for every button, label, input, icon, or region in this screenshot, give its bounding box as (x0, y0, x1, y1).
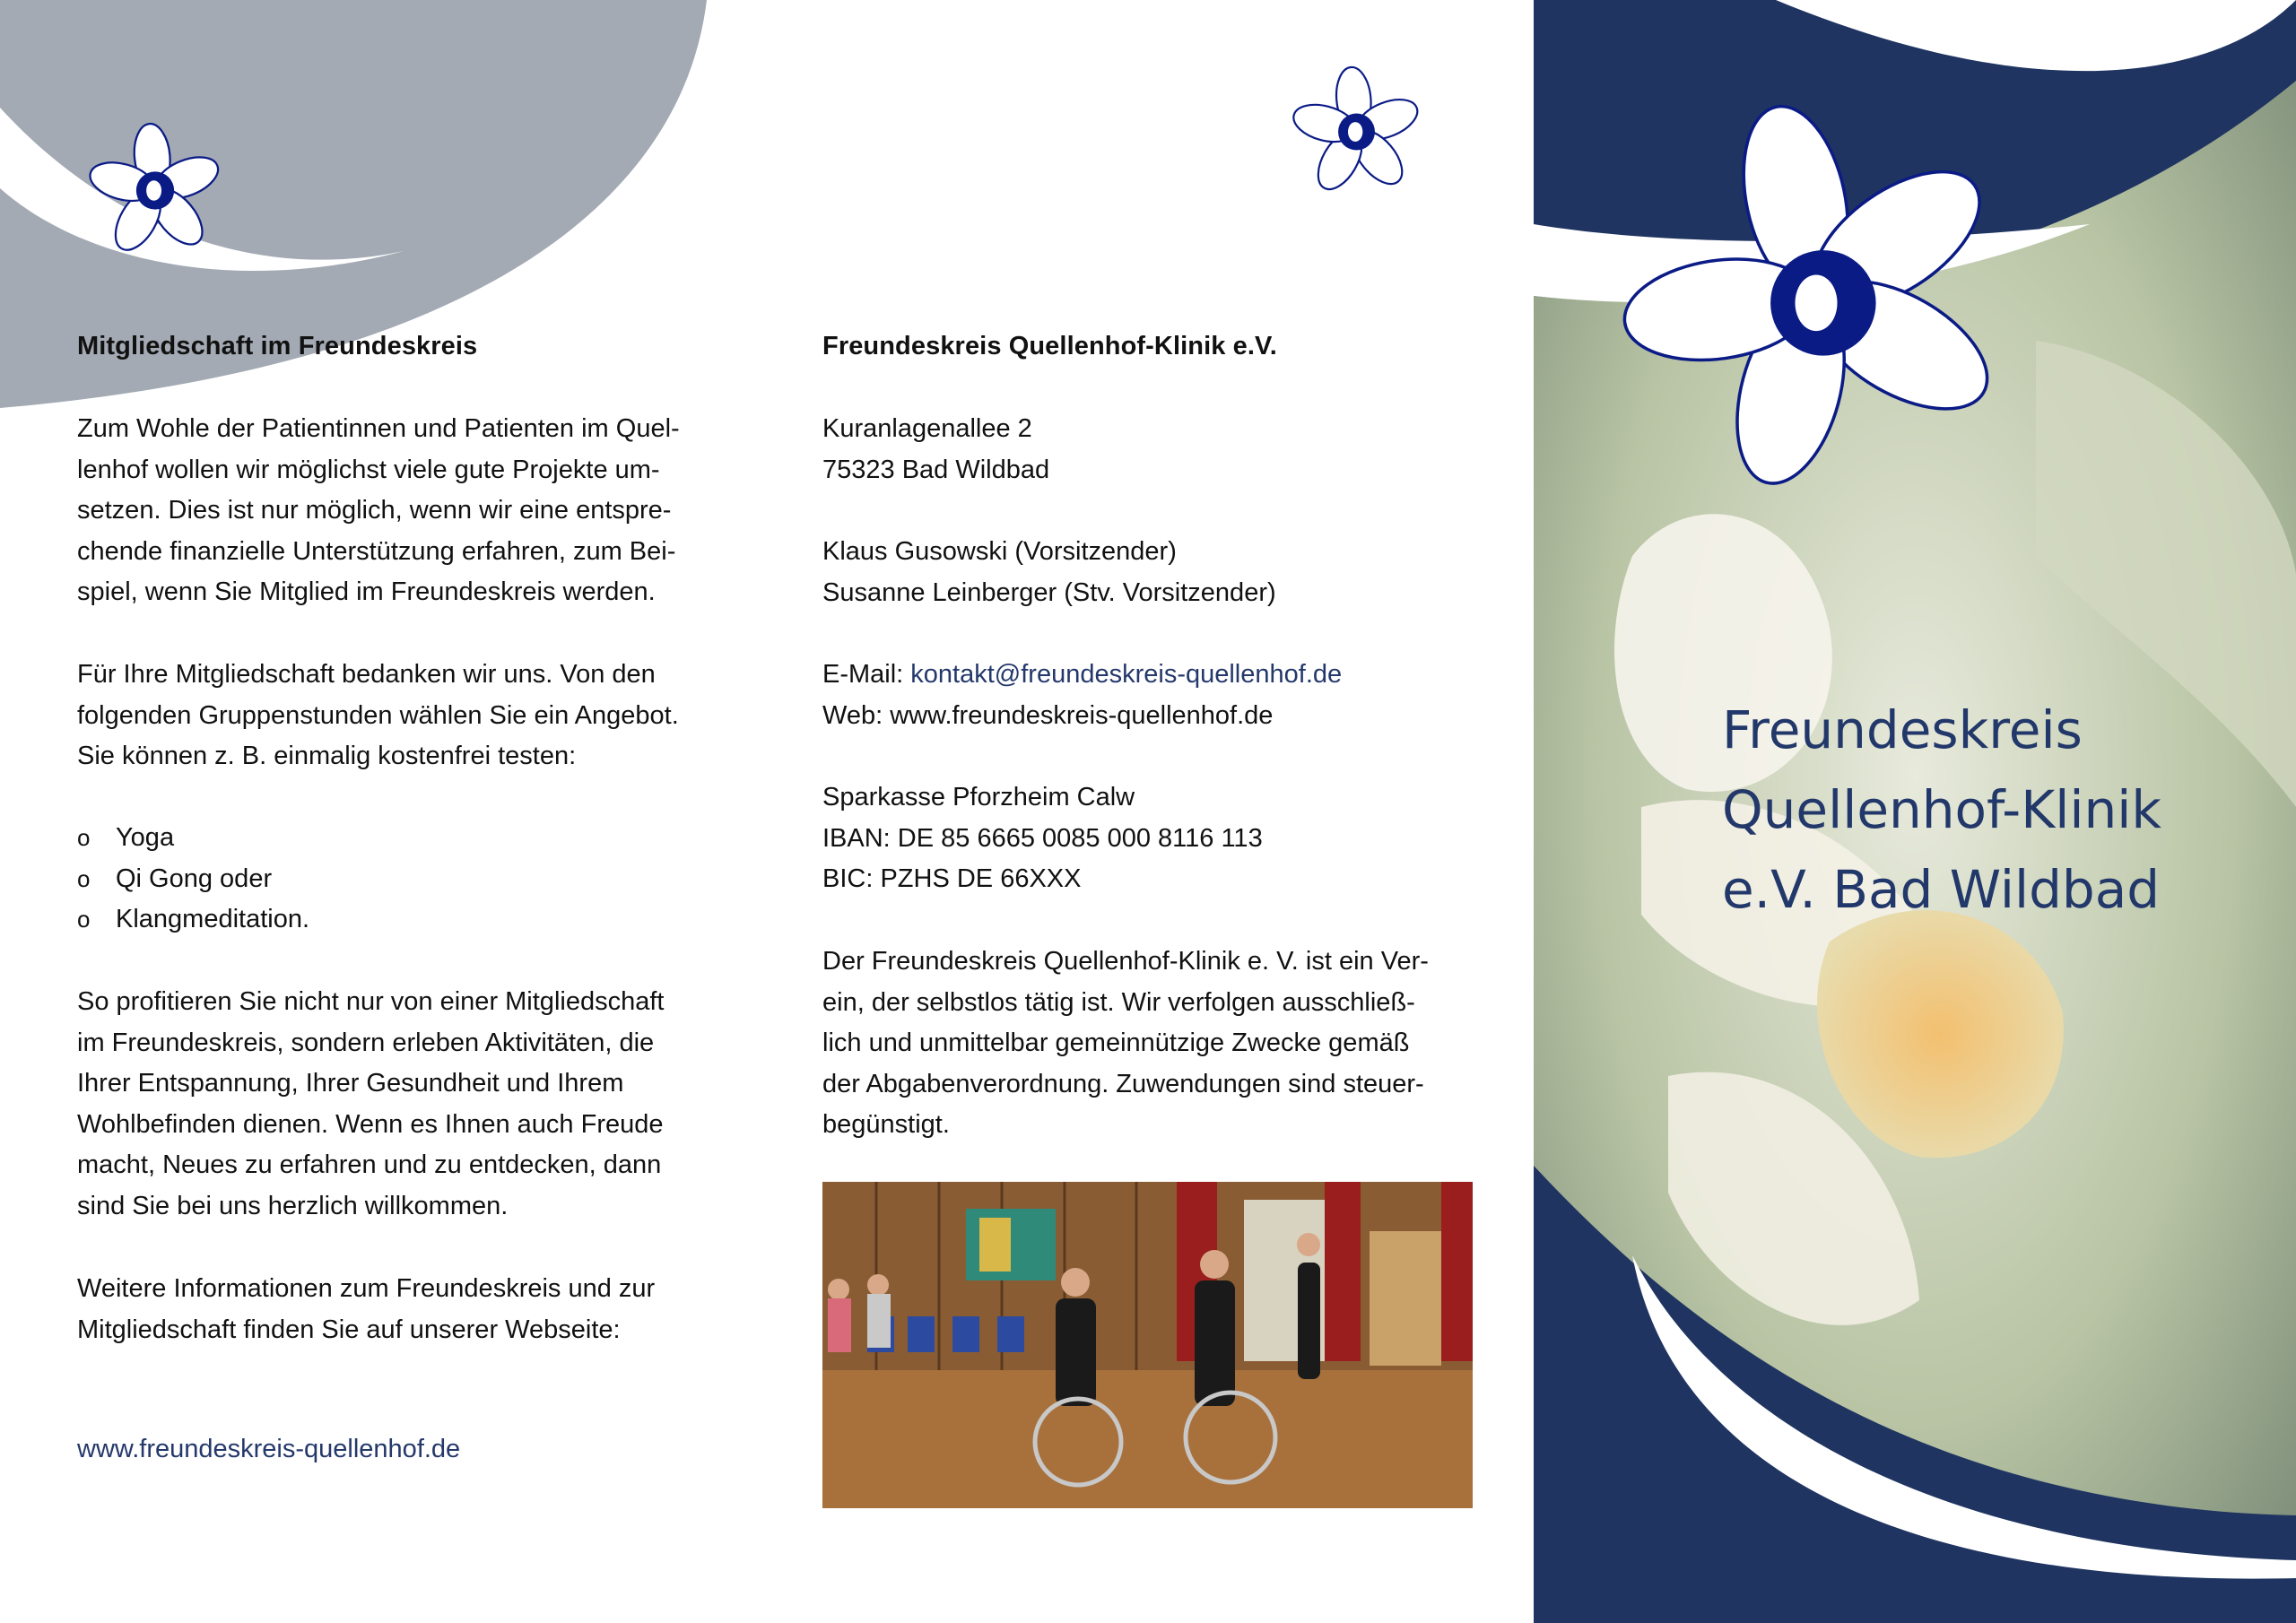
paragraph-line: Für Ihre Mitgliedschaft bedanken wir uns. Von den (77, 660, 656, 689)
paragraph-line: sind Sie bei uns herzlich willkommen. (77, 1191, 509, 1220)
course-list (77, 818, 309, 941)
paragraph-line: Zum Wohle der Patientinnen und Patienten im Quel- (77, 414, 680, 443)
paragraph-line: ein, der selbstlos tätig ist. Wir verfolgen ausschließ- (822, 987, 1415, 1017)
cover-title-line: Freundeskreis (1722, 699, 2083, 760)
more-info-paragraph (77, 1269, 726, 1350)
bullet-icon: o (77, 824, 91, 851)
bank-block (822, 777, 1263, 900)
left-panel (0, 0, 767, 1623)
paragraph-line: spiel, wenn Sie Mitglied im Freundeskreis werden. (77, 577, 656, 607)
paragraph-line: folgenden Gruppenstunden wählen Sie ein Angebot. (77, 700, 679, 730)
web-line: Web: www.freundeskreis-quellenhof.de (822, 700, 1274, 730)
paragraph-line: begünstigt. (822, 1110, 950, 1140)
address-line: 75323 Bad Wildbad (822, 455, 1050, 484)
iban: IBAN: DE 85 6665 0085 000 8116 113 (822, 823, 1263, 853)
paragraph-line: lenhof wollen wir möglichst viele gute Projekte um- (77, 455, 660, 484)
contact-block (822, 655, 1342, 736)
wheelchair-dance-photo (822, 1182, 1473, 1508)
cover-title-line: Quellenhof-Klinik (1722, 779, 2161, 840)
bic: BIC: PZHS DE 66XXX (822, 864, 1082, 894)
website-link[interactable]: www.freundeskreis-quellenhof.de (77, 1435, 461, 1463)
list-item: o Yoga (77, 818, 309, 859)
bullet-icon: o (77, 906, 91, 933)
paragraph-line: der Abgabenverordnung. Zuwendungen sind steuer- (822, 1069, 1424, 1098)
cover-title (1722, 690, 2161, 930)
cover-title-line: e.V. Bad Wildbad (1722, 859, 2161, 920)
board-member: Klaus Gusowski (Vorsitzender) (822, 537, 1177, 566)
membership-offer-paragraph (77, 655, 726, 777)
paragraph-line: Weitere Informationen zum Freundeskreis und zur (77, 1274, 656, 1303)
address-line: Kuranlagenallee 2 (822, 414, 1032, 443)
paragraph-line: So profitieren Sie nicht nur von einer Mitgliedschaft (77, 987, 665, 1016)
email-link[interactable]: kontakt@freundeskreis-quellenhof.de (910, 660, 1343, 689)
board-block (822, 532, 1276, 613)
list-item: o Klangmeditation. (77, 899, 309, 941)
membership-heading: Mitgliedschaft im Freundeskreis (77, 332, 478, 360)
email-label: E-Mail: (822, 660, 904, 689)
paragraph-line: Sie können z. B. einmalig kostenfrei testen: (77, 742, 577, 771)
association-heading: Freundeskreis Quellenhof-Klinik e.V. (822, 332, 1277, 360)
paragraph-line: im Freundeskreis, sondern erleben Aktivitäten, die (77, 1028, 655, 1057)
paragraph-line: macht, Neues zu erfahren und zu entdecken, dann (77, 1150, 662, 1180)
cover-panel (1534, 0, 2296, 1623)
association-description (822, 942, 1472, 1146)
list-item: o Qi Gong oder (77, 859, 309, 900)
paragraph-line: lich und unmittelbar gemeinnützige Zwecke gemäß (822, 1028, 1410, 1058)
daffodil-logo-icon (1283, 65, 1431, 199)
paragraph-line: Mitgliedschaft finden Sie auf unserer Webseite: (77, 1315, 621, 1344)
bullet-icon: o (77, 864, 91, 892)
address-block (822, 409, 1049, 490)
middle-panel (767, 0, 1534, 1623)
email-line (822, 655, 1342, 696)
membership-intro-paragraph (77, 409, 726, 613)
daffodil-logo-icon (79, 121, 231, 260)
paragraph-line: Ihrer Entspannung, Ihrer Gesundheit und Ihrem (77, 1069, 624, 1098)
daffodil-logo-icon (1605, 99, 2027, 493)
benefits-paragraph (77, 982, 726, 1228)
paragraph-line: Wohlbefinden dienen. Wenn es Ihnen auch Freude (77, 1109, 664, 1139)
bank-name: Sparkasse Pforzheim Calw (822, 783, 1135, 812)
paragraph-line: Der Freundeskreis Quellenhof-Klinik e. V. ist ein Ver- (822, 947, 1429, 976)
paragraph-line: setzen. Dies ist nur möglich, wenn wir eine entspre- (77, 496, 672, 525)
paragraph-line: chende finanzielle Unterstützung erfahren, zum Bei- (77, 536, 676, 566)
board-member: Susanne Leinberger (Stv. Vorsitzender) (822, 577, 1276, 607)
